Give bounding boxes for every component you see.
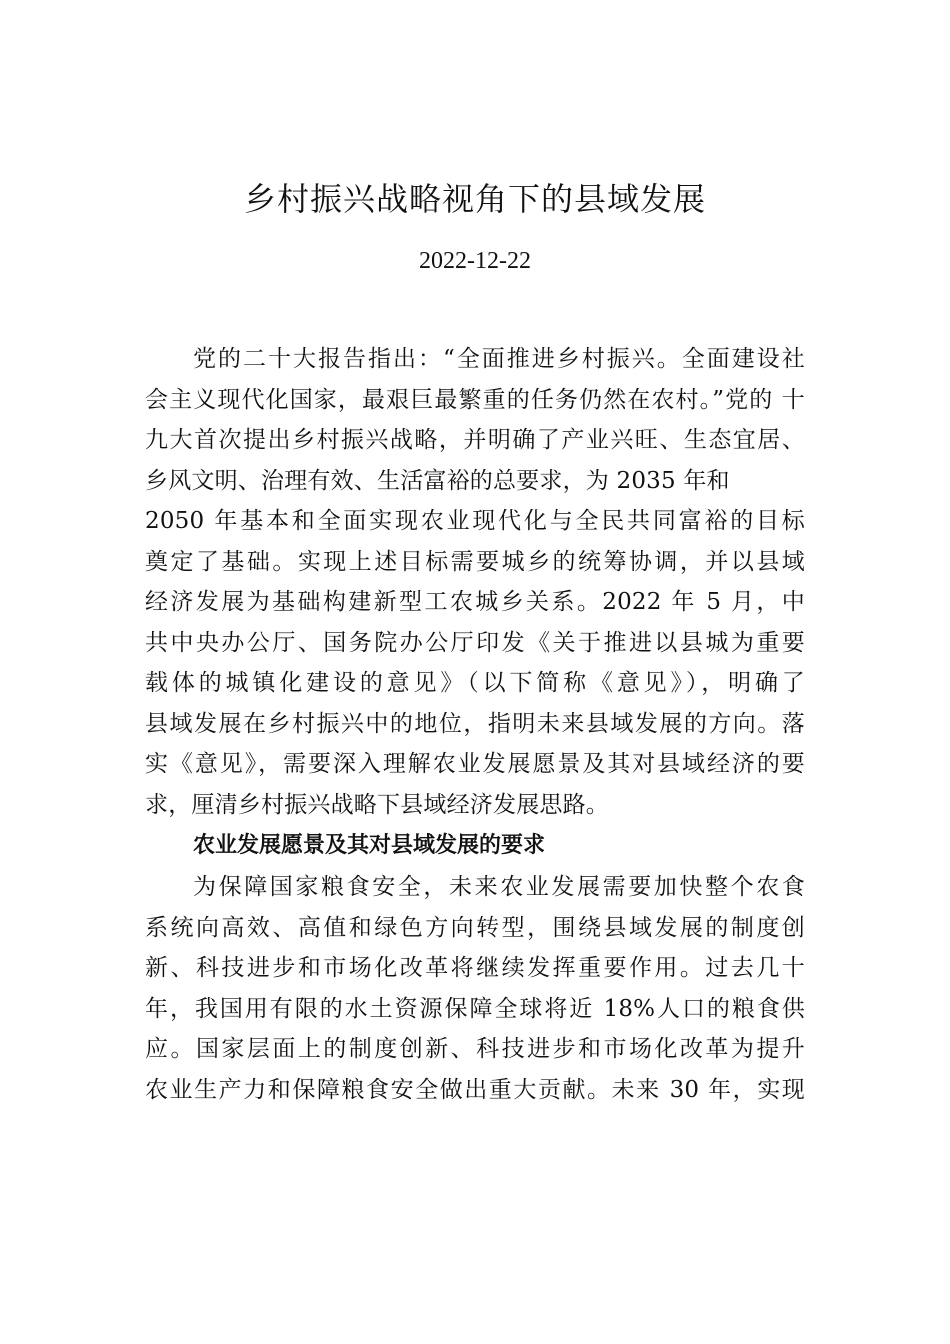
paragraph-line: 党的二十大报告指出：“全面推进乡村振兴。全面建设社 [193, 346, 805, 372]
paragraph-line: 经济发展为基础构建新型工农城乡关系。2022 年 5 月，中 [145, 589, 805, 615]
paragraph-line: 2050 年基本和全面实现农业现代化与全民共同富裕的目标 [145, 508, 805, 534]
paragraph-line: 共中央办公厅、国务院办公厅印发《关于推进以县城为重要 [145, 629, 805, 656]
paragraph-line: 载体的城镇化建设的意见》（以下简称《意见》），明确了 [145, 670, 805, 696]
paragraph-line: 县域发展在乡村振兴中的地位，指明未来县域发展的方向。落 [145, 710, 805, 737]
paragraph-line: 奠定了基础。实现上述目标需要城乡的统筹协调，并以县域 [145, 548, 805, 575]
paragraph-line: 会主义现代化国家，最艰巨最繁重的任务仍然在农村。”党的 十 [145, 386, 805, 413]
publish-date: 2022-12-22 [419, 248, 531, 274]
page-title: 乡村振兴战略视角下的县域发展 [243, 180, 706, 218]
paragraph-line: 九大首次提出乡村振兴战略，并明确了产业兴旺、生态宜居、 [145, 427, 805, 453]
paragraph-line: 新、科技进步和市场化改革将继续发挥重要作用。过去几十 [145, 955, 805, 981]
paragraph-line: 系统向高效、高值和绿色方向转型，围绕县域发展的制度创 [145, 914, 805, 941]
paragraph-line: 应。国家层面上的制度创新、科技进步和市场化改革为提升 [145, 1036, 805, 1062]
paragraph-line: 求，厘清乡村振兴战略下县域经济发展思路。 [145, 791, 609, 818]
paragraph-line: 乡风文明、治理有效、生活富裕的总要求，为 2035 年和 [145, 467, 730, 494]
section-heading: 农业发展愿景及其对县域发展的要求 [193, 833, 546, 858]
paragraph-line: 年，我国用有限的水土资源保障全球将近 18%人口的粮食供 [145, 995, 805, 1022]
article-body [145, 339, 805, 1110]
paragraph-line: 农业生产力和保障粮食安全做出重大贡献。未来 30 年，实现 [145, 1076, 805, 1103]
paragraph-line: 为保障国家粮食安全，未来农业发展需要加快整个农食 [193, 874, 805, 900]
paragraph-line: 实《意见》，需要深入理解农业发展愿景及其对县域经济的要 [145, 751, 805, 777]
